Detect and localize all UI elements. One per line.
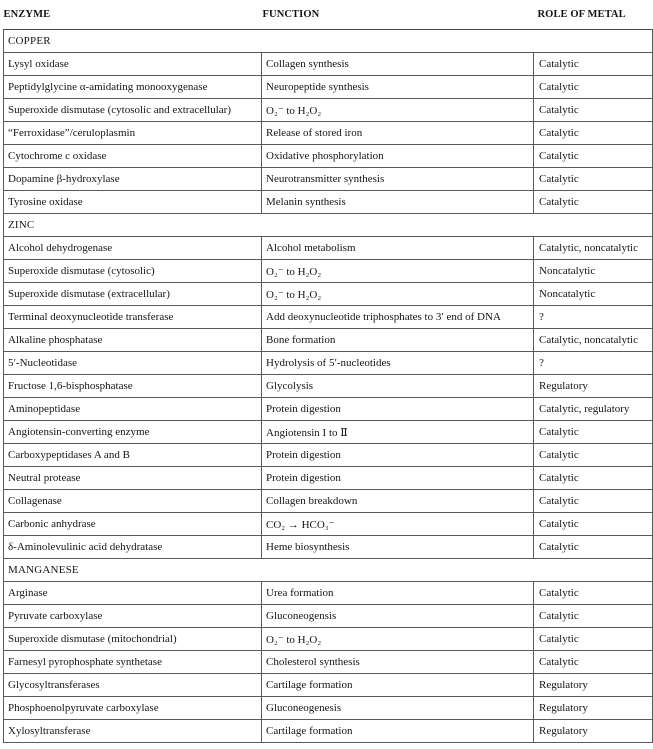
enzyme-cell: δ-Aminolevulinic acid dehydratase <box>4 536 262 559</box>
function-cell: Urea formation <box>262 582 534 605</box>
table-row <box>4 720 653 743</box>
enzyme-cell: Xylosyltransferase <box>4 720 262 743</box>
role-cell: ? <box>534 352 653 375</box>
enzyme-cell: Lysyl oxidase <box>4 53 262 76</box>
role-cell: Catalytic <box>534 582 653 605</box>
enzyme-cell: Collagenase <box>4 490 262 513</box>
function-cell: Melanin synthesis <box>262 191 534 214</box>
table-row <box>4 697 653 720</box>
enzyme-cell: Peptidylglycine α-amidating monooxygenase <box>4 76 262 99</box>
role-cell: Regulatory <box>534 697 653 720</box>
table-row <box>4 674 653 697</box>
role-cell: Catalytic <box>534 168 653 191</box>
table-row <box>4 582 653 605</box>
section-label: ZINC <box>4 214 653 237</box>
enzyme-column-header: ENZYME <box>4 0 262 30</box>
role-cell: Noncatalytic <box>534 260 653 283</box>
function-cell: Gluconeogensis <box>262 605 534 628</box>
role-column-header: ROLE OF METAL <box>534 0 653 30</box>
enzyme-cell: Carboxypeptidases A and B <box>4 444 262 467</box>
table-row <box>4 398 653 421</box>
enzyme-cell: Phosphoenolpyruvate carboxylase <box>4 697 262 720</box>
function-cell: Hydrolysis of 5′-nucleotides <box>262 352 534 375</box>
enzyme-cell: Tyrosine oxidase <box>4 191 262 214</box>
table-row <box>4 651 653 674</box>
table-row <box>4 605 653 628</box>
function-cell: O₂⁻ to H₂O₂ <box>262 99 534 122</box>
enzyme-cell: Aminopeptidase <box>4 398 262 421</box>
function-cell: Neuropeptide synthesis <box>262 76 534 99</box>
enzyme-cell: Alcohol dehydrogenase <box>4 237 262 260</box>
enzyme-cell: Arginase <box>4 582 262 605</box>
role-cell: Catalytic <box>534 513 653 536</box>
enzyme-cell: Alkaline phosphatase <box>4 329 262 352</box>
function-cell: Alcohol metabolism <box>262 237 534 260</box>
role-cell: Catalytic <box>534 467 653 490</box>
role-cell: Regulatory <box>534 375 653 398</box>
table-row <box>4 444 653 467</box>
section-row-copper <box>4 30 653 53</box>
enzyme-cell: 5′-Nucleotidase <box>4 352 262 375</box>
function-column-header: FUNCTION <box>262 0 534 30</box>
enzyme-cell: Dopamine β-hydroxylase <box>4 168 262 191</box>
header-row <box>4 0 653 30</box>
table-row <box>4 467 653 490</box>
table-row <box>4 168 653 191</box>
function-cell: Protein digestion <box>262 444 534 467</box>
table-row <box>4 191 653 214</box>
function-cell: Heme biosynthesis <box>262 536 534 559</box>
enzyme-cell: Superoxide dismutase (extracellular) <box>4 283 262 306</box>
enzyme-cell: Superoxide dismutase (mitochondrial) <box>4 628 262 651</box>
table-row <box>4 352 653 375</box>
enzyme-cell: Terminal deoxynucleotide transferase <box>4 306 262 329</box>
function-cell: Cartilage formation <box>262 674 534 697</box>
role-cell: Catalytic, noncatalytic <box>534 329 653 352</box>
table-row <box>4 99 653 122</box>
role-cell: Catalytic, regulatory <box>534 398 653 421</box>
table-row <box>4 306 653 329</box>
role-cell: Catalytic <box>534 76 653 99</box>
table-row <box>4 421 653 444</box>
function-cell: Add deoxynucleotide triphosphates to 3′ end of DNA <box>262 306 534 329</box>
function-cell: Collagen synthesis <box>262 53 534 76</box>
function-cell: Collagen breakdown <box>262 490 534 513</box>
role-cell: Catalytic <box>534 421 653 444</box>
table-row <box>4 260 653 283</box>
enzyme-cell: Angiotensin-converting enzyme <box>4 421 262 444</box>
enzyme-cell: Glycosyltransferases <box>4 674 262 697</box>
table-row <box>4 122 653 145</box>
function-cell: Release of stored iron <box>262 122 534 145</box>
role-cell: Catalytic, noncatalytic <box>534 237 653 260</box>
enzyme-metal-table <box>3 0 653 743</box>
table-row <box>4 375 653 398</box>
table-row <box>4 490 653 513</box>
role-cell: Catalytic <box>534 444 653 467</box>
role-cell: Catalytic <box>534 651 653 674</box>
function-cell: Cholesterol synthesis <box>262 651 534 674</box>
function-cell: CO₂ → HCO₃⁻ <box>262 513 534 536</box>
table-row <box>4 628 653 651</box>
enzyme-cell: Superoxide dismutase (cytosolic and extracellular) <box>4 99 262 122</box>
function-cell: Bone formation <box>262 329 534 352</box>
function-cell: O₂⁻ to H₂O₂ <box>262 260 534 283</box>
role-cell: Catalytic <box>534 605 653 628</box>
role-cell: Catalytic <box>534 628 653 651</box>
role-cell: Catalytic <box>534 536 653 559</box>
enzyme-cell: Fructose 1,6-bisphosphatase <box>4 375 262 398</box>
enzyme-cell: Carbonic anhydrase <box>4 513 262 536</box>
function-cell: Angiotensin I to Ⅱ <box>262 421 534 444</box>
role-cell: Regulatory <box>534 720 653 743</box>
function-cell: O₂⁻ to H₂O₂ <box>262 283 534 306</box>
function-cell: Protein digestion <box>262 398 534 421</box>
table-row <box>4 76 653 99</box>
table-row <box>4 237 653 260</box>
role-cell: Catalytic <box>534 53 653 76</box>
enzyme-cell: Cytochrome c oxidase <box>4 145 262 168</box>
table-row <box>4 329 653 352</box>
function-cell: Neurotransmitter synthesis <box>262 168 534 191</box>
function-cell: O₂⁻ to H₂O₂ <box>262 628 534 651</box>
table-row <box>4 53 653 76</box>
role-cell: Catalytic <box>534 490 653 513</box>
enzyme-cell: Pyruvate carboxylase <box>4 605 262 628</box>
function-cell: Cartilage formation <box>262 720 534 743</box>
role-cell: Catalytic <box>534 122 653 145</box>
section-label: MANGANESE <box>4 559 653 582</box>
table-row <box>4 513 653 536</box>
enzyme-cell: Farnesyl pyrophosphate synthetase <box>4 651 262 674</box>
enzyme-cell: Superoxide dismutase (cytosolic) <box>4 260 262 283</box>
role-cell: Catalytic <box>534 145 653 168</box>
table-row <box>4 283 653 306</box>
section-label: COPPER <box>4 30 653 53</box>
section-row-manganese <box>4 559 653 582</box>
enzyme-cell: Neutral protease <box>4 467 262 490</box>
role-cell: ? <box>534 306 653 329</box>
role-cell: Catalytic <box>534 99 653 122</box>
table-row <box>4 145 653 168</box>
function-cell: Oxidative phosphorylation <box>262 145 534 168</box>
role-cell: Catalytic <box>534 191 653 214</box>
role-cell: Noncatalytic <box>534 283 653 306</box>
table-row <box>4 536 653 559</box>
section-row-zinc <box>4 214 653 237</box>
function-cell: Protein digestion <box>262 467 534 490</box>
enzyme-cell: “Ferroxidase”/ceruloplasmin <box>4 122 262 145</box>
role-cell: Regulatory <box>534 674 653 697</box>
function-cell: Glycolysis <box>262 375 534 398</box>
function-cell: Gluconeogenesis <box>262 697 534 720</box>
